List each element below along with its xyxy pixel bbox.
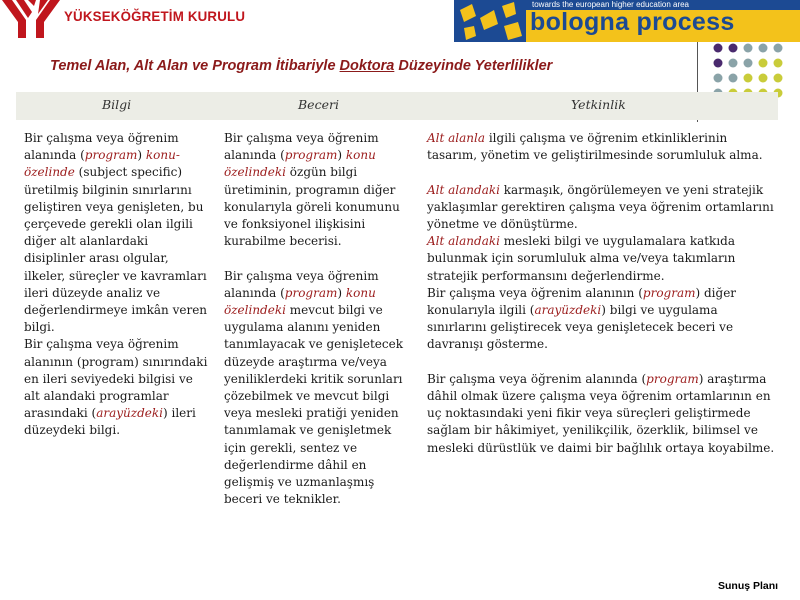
- highlight-term: Alt alanla: [427, 131, 486, 145]
- yok-logo: [0, 0, 246, 40]
- yetkinlik-paragraph: Alt alandaki mesleki bilgi ve uygulamalara katkıda bulunmak için sorumluluk alma ve/veya takımların stratejik performansını değerlendirme.: [427, 234, 736, 283]
- title-keyword: Doktora: [339, 58, 395, 74]
- yetkinlik-paragraph: Bir çalışma veya öğrenim alanının (program) diğer konularıyla ilgili (arayüzdeki) bilgi ve uygulama sınırlarını geliştirecek veya genişletecek beceri ve davranışı gösterme.: [427, 285, 737, 352]
- column-header-bilgi: Bilgi: [102, 97, 132, 112]
- yetkinlik-paragraph: Alt alandaki karmaşık, öngörülemeyen ve yeni stratejik yaklaşımlar gerektiren çalışma veya öğrenim ortamlarını yönetme ve dönüştürme.: [427, 182, 774, 231]
- bologna-banner: [454, 0, 800, 42]
- yetkinlik-paragraph: Bir çalışma veya öğrenim alanında (program) araştırma dâhil olmak üzere çalışma veya öğrenim ortamlarının en uç noktasındaki yeni fikir veya süreçleri geliştirmede sağlam bir hâkimiyet, yenilikçilik, özerklik, bilimsel ve mesleki dürüstlük ve daimi bir bağlılık ortaya koyabilme.: [427, 371, 775, 455]
- highlight-term: program: [84, 148, 138, 163]
- yok-logo-text: YÜKSEKÖĞRETİM KURULU: [64, 8, 246, 24]
- highlight-term: konu özelindeki: [224, 285, 376, 318]
- highlight-term: program: [646, 371, 699, 386]
- bilgi-paragraph: Bir çalışma veya öğrenim alanında (program) konu-özelinde (subject specific) üretilmiş bilginin sınırlarını geliştiren veya genişleten, bu çerçevede gerekli olan ilgili diğer alt alanlardaki disiplinler arası olgular, ilkeler, süreçler ve kavramları ileri düzeyde analiz ve değerlendirmeye imkân veren bilgi.: [24, 131, 208, 335]
- highlight-term: Alt alandaki: [427, 234, 500, 249]
- banner-tagline: towards the european higher education area: [532, 0, 689, 9]
- highlight-term: program: [642, 285, 696, 300]
- highlight-term: konu özelindeki: [224, 148, 376, 180]
- column-bilgi: [24, 130, 212, 440]
- yok-logo-mark-icon: [2, 0, 62, 38]
- banner-wordmark: bologna process: [530, 8, 735, 36]
- page-title: Temel Alan, Alt Alan ve Program İtibariyle Doktora Düzeyinde Yeterlilikler: [50, 58, 553, 74]
- column-header-beceri: Beceri: [298, 97, 339, 112]
- highlight-term: arayüzdeki: [96, 406, 163, 421]
- table-header-row: [16, 92, 778, 120]
- highlight-term: program: [284, 148, 338, 163]
- sunus-plani-link[interactable]: Sunuş Planı: [718, 580, 779, 592]
- column-beceri: [224, 130, 412, 508]
- column-yetkinlik: [427, 130, 775, 457]
- highlight-term: Alt alandaki: [427, 182, 500, 197]
- highlight-term: program: [284, 285, 338, 300]
- beceri-paragraph: Bir çalışma veya öğrenim alanında (program) konu özelindeki özgün bilgi üretiminin, programın diğer konularıyla göreli konumunu ve fonksiyonel ilişkisini kurabilme becerisi.: [224, 131, 400, 249]
- bologna-stars-icon: [454, 0, 526, 42]
- highlight-term: konu-özelinde: [24, 148, 180, 180]
- yetkinlik-paragraph: Alt alanla ilgili çalışma ve öğrenim etkinliklerinin tasarım, yönetim ve geliştirilmesinde sorumluluk alma.: [427, 131, 763, 163]
- column-header-yetkinlik: Yetkinlik: [571, 97, 626, 112]
- highlight-term: arayüzdeki: [534, 303, 602, 318]
- bilgi-paragraph: Bir çalışma veya öğrenim alanının (program) sınırındaki en ileri seviyedeki bilgisi ve alt alandaki programlar arasındaki (arayüzdeki) ileri düzeydeki bilgi.: [24, 337, 208, 438]
- beceri-paragraph: Bir çalışma veya öğrenim alanında (program) konu özelindeki mevcut bilgi ve uygulama alanını yeniden tanımlayacak ve genişletecek düzeyde araştırma ve/veya yeniliklerdeki kritik sorunları çözebilmek ve mevcut bilgi veya mesleki pratiği yeniden tanımlamak ve genişletmek için gerekli, sentez ve değerlendirme dâhil en gelişmiş ve uzmanlaşmış beceri ve teknikler.: [224, 268, 403, 507]
